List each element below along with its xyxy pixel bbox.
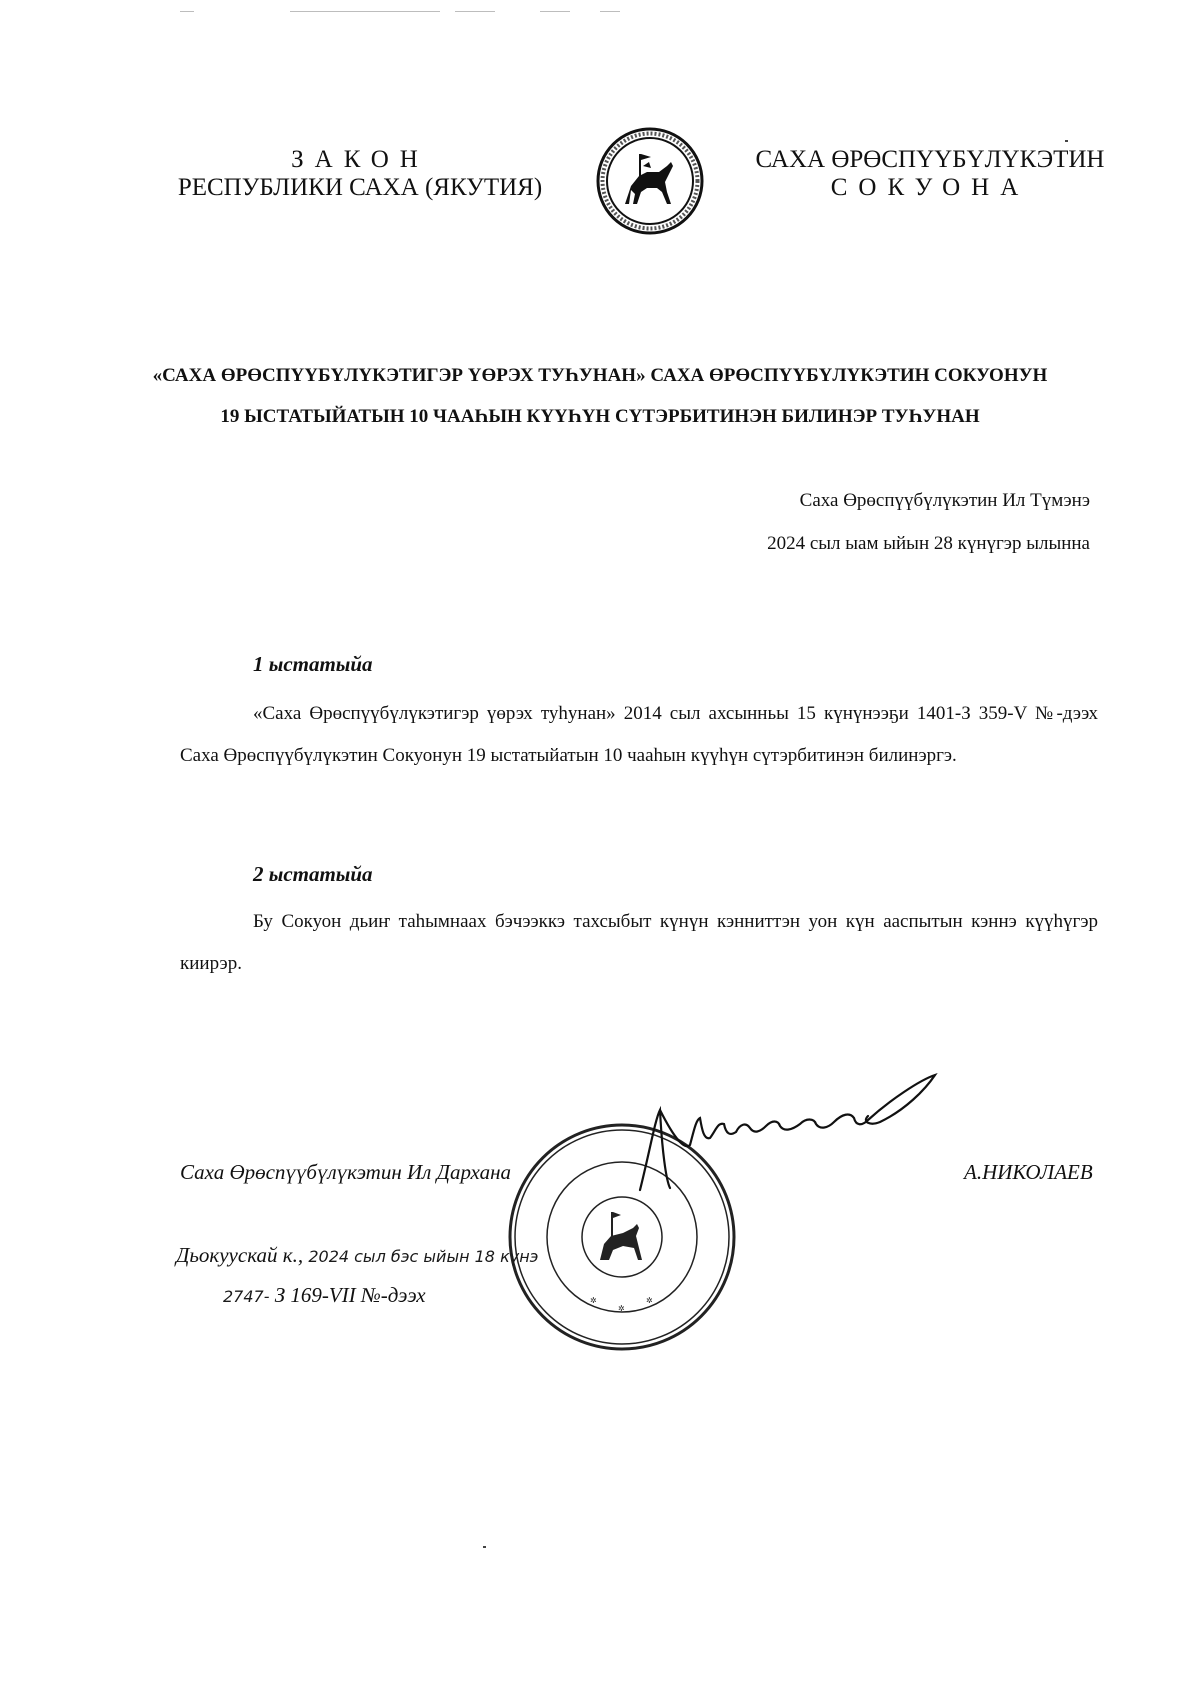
law-number — [223, 1283, 426, 1308]
scan-speck — [1065, 140, 1068, 142]
signatory-position: Саха Өрөспүүбүлүкэтин Ил Дархана — [180, 1160, 511, 1184]
header-right-subtitle: СОКУОНА — [830, 174, 1030, 201]
article-1-text: «Саха Өрөспүүбүлүкэтигэр үөрэх туһунан» 2014 сыл ахсынньы 15 күнүнээҕи 1401-З 359-V №-дээх Саха Өрөспүүбүлүкэтин Сокуонун 19 ыстатыйатын 10 чааһын күүһүн сүтэрбитинэн билинэргэ. — [180, 703, 1098, 766]
signing-place-date — [176, 1243, 538, 1268]
svg-text:✲: ✲ — [618, 1304, 625, 1313]
article-2-text: Бу Сокуон дьиҥ таһымнаах бэчээккэ тахсыбыт күнүн кэнниттэн уон күн ааспытын кэннэ күүһүгэр киирэр. — [180, 911, 1098, 974]
article-1-heading: 1 ыстатыйа — [253, 652, 373, 676]
handwritten-date: 2024 сыл бэс ыйын 18 күнэ — [308, 1247, 539, 1266]
signing-place: Дьокуускай к., — [176, 1243, 304, 1267]
header-right — [730, 146, 1130, 202]
signatory-name: А.НИКОЛАЕВ — [964, 1160, 1093, 1184]
svg-text:✲: ✲ — [590, 1296, 597, 1305]
scan-artifact — [180, 8, 660, 14]
adopted-date: 2024 сыл ыам ыйын 28 күнүгэр ылынна — [767, 533, 1090, 554]
header-left-title: ЗАКОН — [291, 146, 429, 173]
article-2-heading: 2 ыстатыйа — [253, 862, 373, 886]
header-left-subtitle: РЕСПУБЛИКИ САХА (ЯКУТИЯ) — [177, 174, 543, 201]
handwritten-number: 2747- — [223, 1287, 270, 1306]
law-number-suffix: З 169-VII №-дээх — [274, 1283, 426, 1307]
adopted-by: Саха Өрөспүүбүлүкэтин Ил Түмэнэ — [799, 490, 1090, 511]
handwritten-signature-icon — [630, 1070, 960, 1200]
svg-text:✲: ✲ — [646, 1296, 653, 1305]
header-right-title: САХА ӨРӨСПҮҮБҮЛҮКЭТИН — [755, 146, 1105, 173]
header-left — [170, 146, 550, 202]
law-title-line-1: «САХА ӨРӨСПҮҮБҮЛҮКЭТИГЭР ҮӨРЭХ ТУҺУНАН» САХА ӨРӨСПҮҮБҮЛҮКЭТИН СОКУОНУН — [152, 365, 1048, 386]
scan-speck — [483, 1546, 486, 1548]
coat-of-arms-icon — [595, 126, 705, 236]
law-title-line-2: 19 ЫСТАТЫЙАТЫН 10 ЧААҺЫН КҮҮҺҮН СҮТЭРБИТИНЭН БИЛИНЭР ТУҺУНАН — [220, 406, 980, 427]
